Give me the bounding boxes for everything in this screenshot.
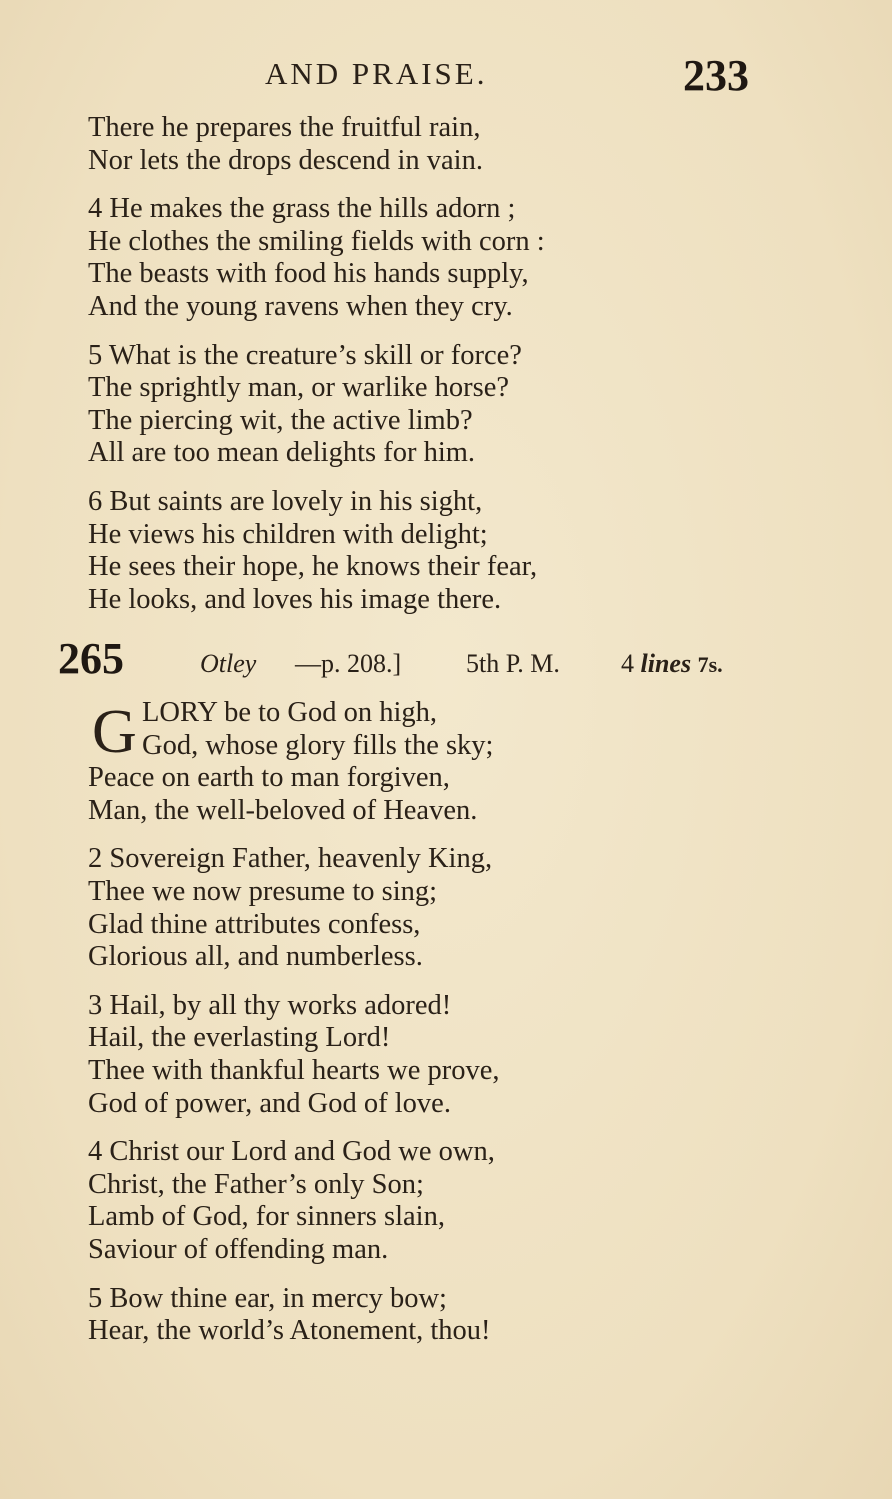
hymn-number: 265 <box>58 634 124 683</box>
verse-line: Hear, the world’s Atonement, thou! <box>88 1315 491 1347</box>
verse-line: 5 Bow thine ear, in mercy bow; <box>88 1282 447 1314</box>
tune-name: Otley <box>200 649 257 678</box>
tune-reference: —p. 208.] <box>295 649 402 678</box>
verse-line: Glorious all, and numberless. <box>88 941 423 973</box>
stanza <box>88 486 788 616</box>
meter-suffix: 7s. <box>697 652 723 677</box>
verse-line: God, whose glory fills the sky; <box>142 729 494 761</box>
running-title: AND PRAISE. <box>265 56 488 91</box>
verse-line: Glad thine attributes confess, <box>88 908 421 940</box>
verse-line: He sees their hope, he knows their fear, <box>88 551 538 583</box>
stanza <box>88 112 788 177</box>
verse-line: 2 Sovereign Father, heavenly King, <box>88 843 493 875</box>
continued-hymn <box>88 112 788 632</box>
hymn-heading <box>58 633 818 687</box>
verse-line: All are too mean delights for him. <box>88 437 476 469</box>
verse-line: The sprightly man, or warlike horse? <box>88 372 510 404</box>
verse-line: 4 He makes the grass the hills adorn ; <box>88 193 516 225</box>
page-number: 233 <box>683 51 749 100</box>
verse-line: Peace on earth to man forgiven, <box>88 762 450 794</box>
verse-line: Lamb of God, for sinners slain, <box>88 1201 445 1233</box>
verse-line: Thee we now presume to sing; <box>88 875 438 907</box>
drop-cap: G <box>92 698 137 766</box>
verse-line: Hail, the everlasting Lord! <box>88 1022 391 1054</box>
verse-line: Thee with thankful hearts we prove, <box>88 1054 500 1086</box>
first-line-text: LORY be to God on high, <box>142 697 438 728</box>
verse-line: And the young ravens when they cry. <box>88 290 513 322</box>
lines-count <box>621 649 723 679</box>
verse-line: Christ, the Father’s only Son; <box>88 1168 424 1200</box>
verse-line: The piercing wit, the active limb? <box>88 404 473 436</box>
stanza <box>88 1136 788 1266</box>
verse-line: 4 Christ our Lord and God we own, <box>88 1136 495 1168</box>
verse-line: He looks, and loves his image there. <box>88 583 502 615</box>
stanza <box>88 990 788 1120</box>
meter: 5th P. M. <box>466 649 560 678</box>
stanza <box>88 340 788 470</box>
verse-line: Man, the well-beloved of Heaven. <box>88 794 478 826</box>
verse-line: There he prepares the fruitful rain, <box>88 112 481 143</box>
verse-line: Saviour of offending man. <box>88 1233 389 1265</box>
verse-line: 5 What is the creature’s skill or force? <box>88 339 522 371</box>
verse-line: God of power, and God of love. <box>88 1087 451 1119</box>
stanza <box>88 1283 788 1348</box>
stanza <box>88 697 788 827</box>
lines-count-number: 4 <box>621 649 634 678</box>
stanza <box>88 193 788 323</box>
verse-line: Nor lets the drops descend in vain. <box>88 144 483 176</box>
verse-line: He views his children with delight; <box>88 518 488 550</box>
hymn-body <box>88 697 788 1364</box>
lines-count-word: lines <box>640 649 692 678</box>
verse-line: 6 But saints are lovely in his sight, <box>88 485 483 517</box>
verse-line: 3 Hail, by all thy works adored! <box>88 989 452 1021</box>
stanza <box>88 843 788 973</box>
verse-line: The beasts with food his hands supply, <box>88 258 529 290</box>
page-header <box>0 50 892 98</box>
verse-line: He clothes the smiling fields with corn : <box>88 225 545 257</box>
